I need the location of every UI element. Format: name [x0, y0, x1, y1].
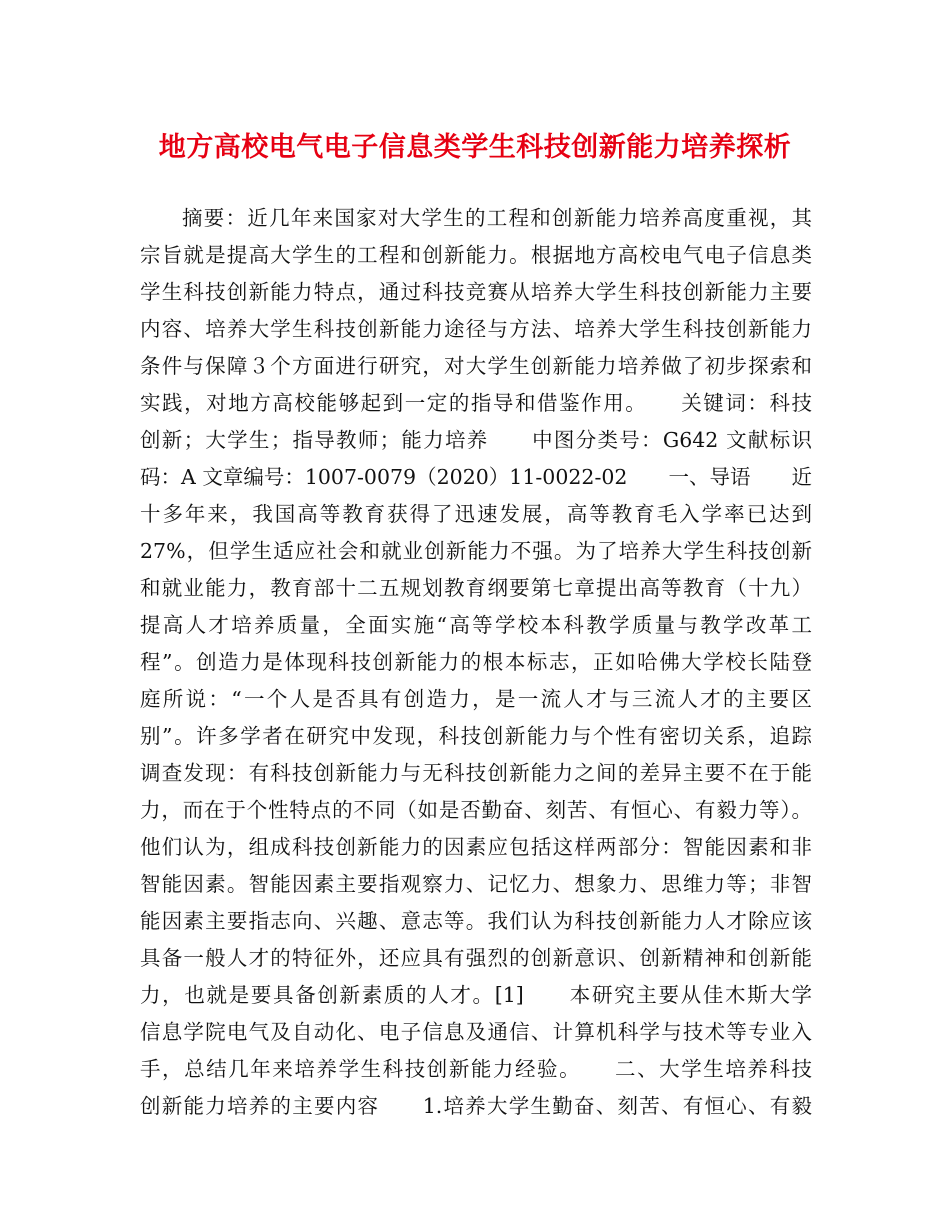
document-body — [140, 200, 812, 1125]
body-line: 他们认为，组成科技创新能力的因素应包括这样两部分：智能因素和非 — [140, 835, 812, 859]
body-line: 宗旨就是提高大学生的工程和创新能力。根据地方高校电气电子信息类 — [140, 243, 812, 267]
body-line: 学生科技创新能力特点，通过科技竞赛从培养大学生科技创新能力主要 — [140, 280, 812, 304]
body-line: 具备一般人才的特征外，还应具有强烈的创新意识、创新精神和创新能 — [140, 946, 812, 970]
body-line: 智能因素。智能因素主要指观察力、记忆力、想象力、思维力等；非智 — [140, 872, 812, 896]
body-line: 信息学院电气及自动化、电子信息及通信、计算机科学与技术等专业入 — [140, 1020, 812, 1044]
body-line: 力，而在于个性特点的不同（如是否勤奋、刻苦、有恒心、有毅力等）。 — [140, 798, 812, 822]
document-title: 地方高校电气电子信息类学生科技创新能力培养探析 — [158, 132, 792, 163]
body-line: 提高人才培养质量，全面实施“高等学校本科教学质量与教学改革工 — [140, 613, 812, 637]
body-line: 和就业能力，教育部十二五规划教育纲要第七章提出高等教育（十九） — [140, 576, 812, 600]
body-line: 力，也就是要具备创新素质的人才。[1] 本研究主要从佳木斯大学 — [140, 983, 812, 1007]
body-line: 内容、培养大学生科技创新能力途径与方法、培养大学生科技创新能力 — [140, 317, 812, 341]
body-line: 实践，对地方高校能够起到一定的指导和借鉴作用。 关键词：科技 — [140, 391, 812, 415]
body-line: 十多年来，我国高等教育获得了迅速发展，高等教育毛入学率已达到 — [140, 502, 812, 526]
body-line: 手，总结几年来培养学生科技创新能力经验。 二、大学生培养科技 — [140, 1057, 812, 1081]
body-line: 能因素主要指志向、兴趣、意志等。我们认为科技创新能力人才除应该 — [140, 909, 812, 933]
body-line: 创新能力培养的主要内容 1.培养大学生勤奋、刻苦、有恒心、有毅 — [140, 1094, 812, 1118]
body-line: 码：A 文章编号：1007-0079（2020）11-0022-02 一、导语 近 — [140, 465, 812, 489]
body-line: 27%，但学生适应社会和就业创新能力不强。为了培养大学生科技创新 — [140, 539, 812, 563]
body-line: 别”。许多学者在研究中发现，科技创新能力与个性有密切关系，追踪 — [140, 724, 812, 748]
body-line: 调查发现：有科技创新能力与无科技创新能力之间的差异主要不在于能 — [140, 761, 812, 785]
body-line: 摘要：近几年来国家对大学生的工程和创新能力培养高度重视，其 — [182, 206, 812, 230]
body-line: 庭所说：“一个人是否具有创造力，是一流人才与三流人才的主要区 — [140, 687, 812, 711]
body-line: 程”。创造力是体现科技创新能力的根本标志，正如哈佛大学校长陆登 — [140, 650, 812, 674]
body-line: 创新；大学生；指导教师；能力培养 中图分类号：G642 文献标识 — [140, 428, 812, 452]
body-line: 条件与保障３个方面进行研究，对大学生创新能力培养做了初步探索和 — [140, 354, 812, 378]
